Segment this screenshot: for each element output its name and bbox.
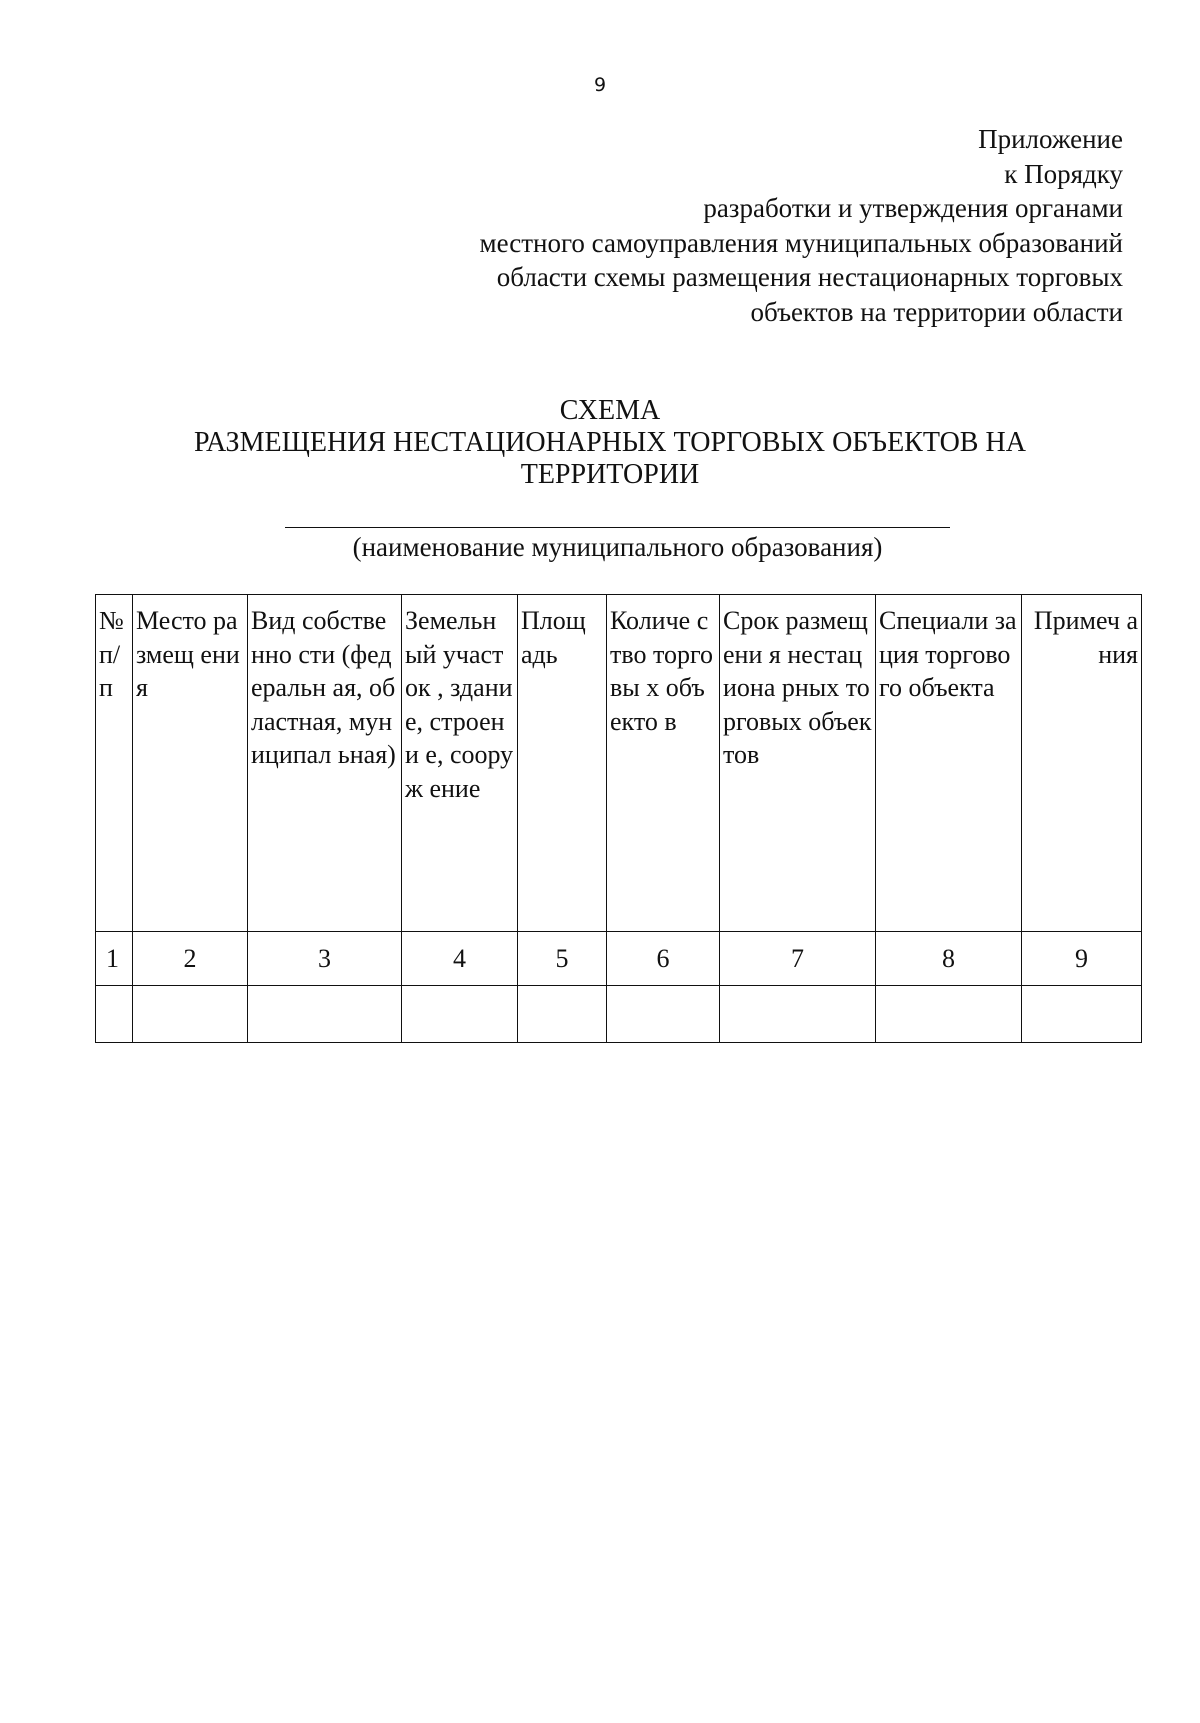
header-cell-object-count: Количе ство торговы х объекто в: [607, 595, 720, 932]
appendix-block: [363, 122, 1123, 329]
title-line: РАЗМЕЩЕНИЯ НЕСТАЦИОНАРНЫХ ТОРГОВЫХ ОБЪЕКТОВ НА: [194, 427, 1026, 458]
header-cell-land-plot: Земельн ый участок , здание, строени е, сооруж ение: [402, 595, 518, 932]
column-number-cell: 9: [1022, 932, 1142, 986]
header-cell-location: Место размещ ения: [133, 595, 248, 932]
table-column-number-row: [96, 932, 1142, 986]
table-cell: [133, 986, 248, 1043]
column-number-cell: 6: [607, 932, 720, 986]
column-number-cell: 2: [133, 932, 248, 986]
column-number-cell: 4: [402, 932, 518, 986]
title-line: СХЕМА: [559, 395, 661, 426]
appendix-line: местного самоуправления муниципальных образований: [479, 227, 1123, 258]
table-cell: [248, 986, 402, 1043]
appendix-line: Приложение: [978, 124, 1123, 154]
appendix-line: разработки и утверждения органами: [703, 193, 1123, 223]
title-line: ТЕРРИТОРИИ: [520, 459, 700, 490]
header-cell-notes: Примеч ания: [1022, 595, 1142, 932]
appendix-line: области схемы размещения нестационарных торговых: [496, 262, 1123, 292]
table-cell: [402, 986, 518, 1043]
page-number: 9: [593, 74, 607, 96]
table-cell: [720, 986, 876, 1043]
document-title: [140, 395, 1080, 491]
header-cell-number: № п/ п: [96, 595, 133, 932]
column-number-cell: 8: [876, 932, 1022, 986]
column-number-cell: 3: [248, 932, 402, 986]
appendix-line: к Порядку: [1004, 158, 1123, 189]
header-cell-area: Площ адь: [518, 595, 607, 932]
column-number-cell: 1: [96, 932, 133, 986]
table-cell: [1022, 986, 1142, 1043]
column-number-cell: 7: [720, 932, 876, 986]
table-cell: [518, 986, 607, 1043]
table-row: [96, 986, 1142, 1043]
header-cell-placement-term: Срок размещени я нестациона рных торговых объектов: [720, 595, 876, 932]
municipality-name-blank-line: [285, 527, 950, 528]
table-cell: [876, 986, 1022, 1043]
appendix-line: объектов на территории области: [750, 296, 1123, 327]
header-cell-ownership: Вид собственно сти (федеральн ая, областная, муниципал ьная): [248, 595, 402, 932]
scheme-table: [95, 594, 1142, 1043]
header-cell-specialization: Специали зация торгового объекта: [876, 595, 1022, 932]
table-header-row: [96, 595, 1142, 932]
table-cell: [96, 986, 133, 1043]
municipality-name-caption: (наименование муниципального образования): [352, 532, 883, 562]
column-number-cell: 5: [518, 932, 607, 986]
table-cell: [607, 986, 720, 1043]
